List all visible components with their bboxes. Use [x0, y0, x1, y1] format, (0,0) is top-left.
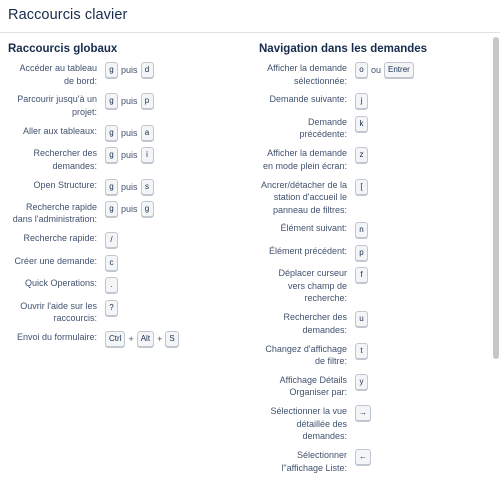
key-joiner: puis: [121, 127, 138, 138]
shortcut-keys: [105, 331, 179, 347]
key-cap: p: [141, 93, 154, 109]
shortcut-row: [259, 343, 489, 368]
navigation-shortcuts-list: [259, 62, 489, 474]
global-shortcuts-heading: Raccourcis globaux: [8, 43, 118, 55]
shortcut-row: [259, 62, 489, 87]
shortcut-row: [8, 93, 248, 118]
shortcut-keys: [355, 245, 368, 261]
key-cap: →: [355, 405, 371, 421]
navigation-shortcuts-heading: Navigation dans les demandes: [259, 43, 428, 55]
key-joiner: +: [157, 333, 163, 344]
shortcut-row: [8, 331, 248, 347]
shortcut-label: Élément précédent:: [268, 245, 347, 256]
shortcut-label: Aller aux tableaux:: [22, 125, 97, 136]
shortcut-label: Élément suivant:: [280, 223, 347, 234]
shortcut-keys: [355, 93, 368, 109]
shortcut-row: [8, 201, 248, 226]
global-shortcuts-column: [8, 42, 248, 353]
key-cap: g: [105, 147, 118, 163]
shortcut-label: Ancrer/détacher de la station d'accueil le panneau de filtres:: [260, 179, 347, 215]
key-cap: f: [355, 267, 368, 283]
key-cap: g: [141, 201, 154, 217]
key-cap: g: [105, 93, 118, 109]
key-joiner: ou: [371, 65, 382, 75]
shortcut-keys: [105, 277, 118, 293]
shortcut-keys: [355, 147, 368, 163]
shortcut-row: [259, 267, 489, 305]
shortcut-row: [259, 449, 489, 474]
shortcut-label: Recherche rapide dans l'administration:: [12, 201, 97, 225]
key-cap: d: [141, 62, 154, 78]
key-cap: S: [165, 331, 178, 347]
key-cap: c: [105, 255, 118, 271]
shortcut-row: [8, 125, 248, 141]
shortcut-row: [259, 374, 489, 399]
key-cap: g: [105, 62, 118, 78]
shortcut-keys: [105, 93, 154, 109]
navigation-shortcuts-column: [259, 42, 489, 481]
key-cap: Entrer: [384, 62, 414, 78]
key-cap: s: [141, 179, 154, 195]
shortcut-row: [259, 179, 489, 217]
shortcut-label: Ouvrir l'aide sur les raccourcis:: [20, 300, 97, 324]
key-cap: ?: [105, 300, 118, 316]
key-cap: k: [355, 116, 368, 132]
shortcut-label: Afficher la demande en mode plein écran:: [262, 148, 347, 171]
shortcut-keys: [355, 116, 368, 132]
key-cap: t: [355, 343, 368, 359]
shortcut-keys: [355, 179, 368, 195]
shortcut-keys: [355, 405, 371, 421]
scrollbar-thumb[interactable]: [493, 37, 499, 359]
shortcut-label: Rechercher des demandes:: [33, 148, 97, 171]
shortcut-label: Sélectionner la vue détaillée des demandes:: [270, 406, 347, 442]
shortcut-keys: [355, 343, 368, 359]
shortcut-keys: [355, 62, 414, 78]
key-cap: g: [105, 179, 118, 195]
shortcut-keys: [355, 222, 368, 238]
key-joiner: puis: [121, 96, 138, 107]
key-cap: p: [355, 245, 368, 261]
shortcut-label: Afficher la demande sélectionnée:: [267, 63, 347, 86]
key-cap: a: [141, 125, 154, 141]
shortcut-row: [8, 62, 248, 87]
key-cap: i: [141, 147, 154, 163]
shortcut-label: Quick Operations:: [24, 278, 97, 289]
key-cap: .: [105, 277, 118, 293]
key-joiner: puis: [121, 150, 138, 161]
shortcut-label: Sélectionner l"affichage Liste:: [281, 450, 347, 473]
shortcut-keys: [105, 62, 154, 78]
shortcut-keys: [355, 374, 368, 390]
key-cap: g: [105, 201, 118, 217]
shortcut-label: Changez d'affichage de filtre:: [265, 343, 347, 367]
key-cap: Alt: [137, 331, 154, 347]
key-cap: ←: [355, 449, 371, 465]
shortcut-row: [8, 277, 248, 293]
shortcut-row: [259, 147, 489, 172]
shortcut-keys: [355, 267, 368, 283]
shortcut-row: [8, 179, 248, 195]
shortcut-row: [259, 245, 489, 261]
key-joiner: puis: [121, 65, 138, 75]
shortcut-label: Recherche rapide:: [23, 233, 97, 244]
shortcut-label: Demande suivante:: [269, 94, 347, 105]
shortcut-keys: [105, 255, 118, 271]
shortcut-keys: [105, 232, 118, 248]
shortcut-label: Rechercher des demandes:: [283, 312, 347, 335]
dialog-body: [0, 34, 490, 473]
key-joiner: puis: [121, 181, 138, 192]
key-cap: Ctrl: [105, 331, 125, 347]
shortcut-row: [259, 222, 489, 238]
shortcut-row: [259, 405, 489, 443]
shortcut-row: [8, 255, 248, 271]
shortcut-label: Créer une demande:: [14, 255, 97, 266]
dialog-header: [0, 0, 500, 33]
global-shortcuts-list: [8, 62, 248, 347]
key-cap: n: [355, 222, 368, 238]
shortcut-keys: [105, 125, 154, 141]
shortcut-keys: [105, 300, 118, 316]
shortcut-row: [8, 147, 248, 172]
key-cap: g: [105, 125, 118, 141]
shortcut-row: [259, 116, 489, 141]
shortcut-keys: [105, 179, 154, 195]
shortcut-keys: [355, 449, 371, 465]
shortcut-keys: [105, 147, 154, 163]
key-cap: [: [355, 179, 368, 195]
shortcut-label: Parcourir jusqu'à un projet:: [17, 94, 97, 117]
key-cap: /: [105, 232, 118, 248]
shortcut-row: [8, 300, 248, 325]
shortcut-row: [8, 232, 248, 248]
key-cap: y: [355, 374, 368, 390]
dialog-title: Raccourcis clavier: [8, 7, 128, 23]
key-cap: j: [355, 93, 368, 109]
key-cap: z: [355, 147, 368, 163]
shortcut-label: Accéder au tableau de bord:: [19, 63, 97, 86]
key-cap: o: [355, 62, 368, 78]
shortcut-label: Déplacer curseur vers champ de recherche:: [278, 268, 347, 304]
scrollbar[interactable]: [492, 34, 499, 451]
shortcut-keys: [355, 311, 368, 327]
shortcut-label: Demande précédente:: [299, 116, 347, 140]
shortcut-label: Affichage Détails Organiser par:: [279, 374, 347, 398]
shortcut-keys: [105, 201, 154, 217]
shortcut-label: Envoi du formulaire:: [16, 331, 97, 342]
shortcut-row: [259, 93, 489, 109]
key-joiner: +: [128, 333, 134, 344]
shortcut-label: Open Structure:: [33, 179, 97, 190]
key-joiner: puis: [121, 203, 138, 214]
shortcut-row: [259, 311, 489, 336]
key-cap: u: [355, 311, 368, 327]
